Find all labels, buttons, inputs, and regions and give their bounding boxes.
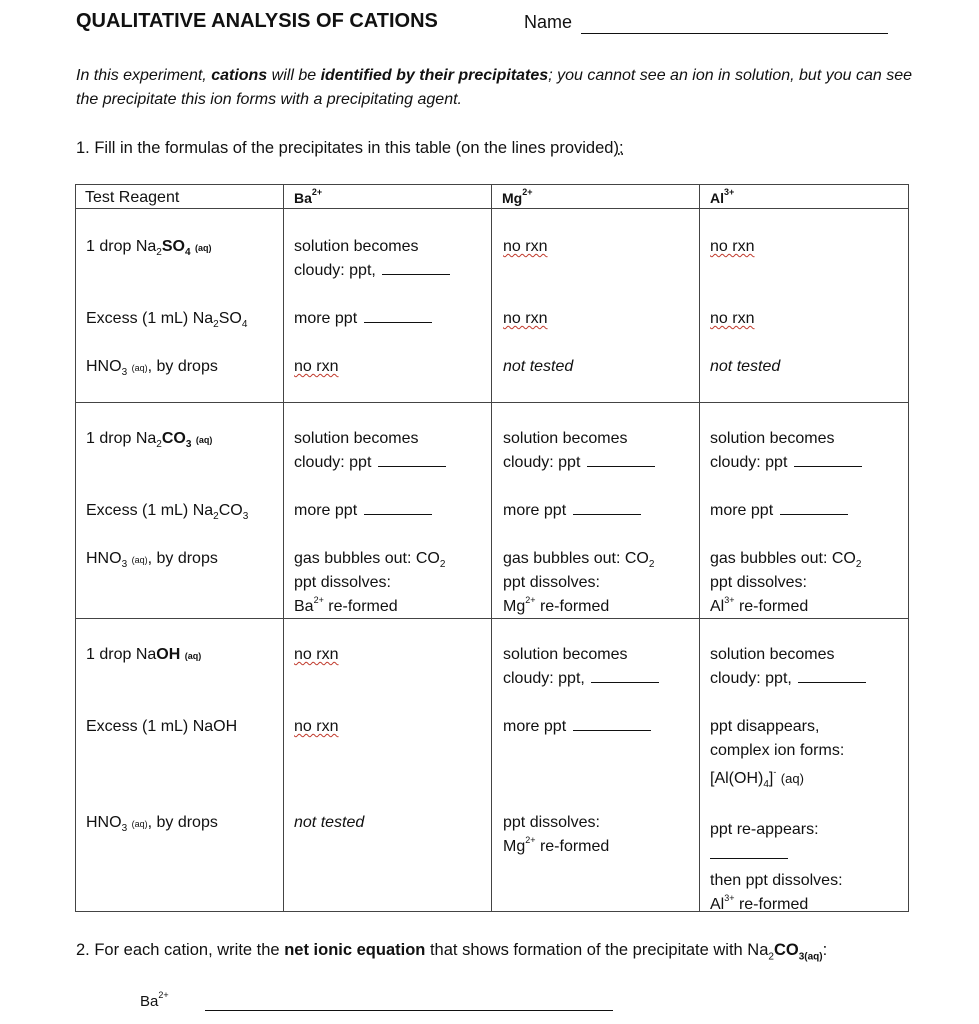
name-label: Name: [524, 12, 573, 32]
reagent-1drop-na2co3: 1 drop $Na_2CO_3$ (aq): [86, 430, 213, 451]
ba-naoh-hno3: not tested: [294, 814, 365, 831]
question-2: 2. For each cation, write the net ionic equation that shows formation of the precipitate with $Na_2CO_{3(aq)}$:: [76, 941, 828, 963]
table-row-divider: [75, 402, 909, 403]
ba-na2co3-excess: more ppt: [294, 499, 432, 523]
reagent-excess-na2so4: Excess (1 mL) $Na_2SO_4$: [86, 310, 248, 331]
name-input-line[interactable]: [581, 33, 888, 34]
answer-blank[interactable]: [573, 730, 651, 731]
reagent-1drop-naoh: 1 drop NaOH (aq): [86, 646, 202, 663]
ba-naoh-drop: no rxn: [294, 646, 339, 663]
ba-equation-label: $Ba^{2+}$: [140, 990, 169, 1010]
header-mg: $Mg^{2+}$: [502, 187, 533, 206]
answer-blank[interactable]: [591, 682, 659, 683]
ba-na2co3-drop: solution becomes cloudy: ppt: [294, 427, 446, 475]
reagent-hno3-2: $HNO_3$ (aq), by drops: [86, 550, 218, 571]
table-col-divider: [699, 184, 700, 912]
mg-naoh-excess: more ppt: [503, 715, 651, 739]
answer-blank[interactable]: [364, 514, 432, 515]
answer-blank[interactable]: [780, 514, 848, 515]
mg-na2co3-drop: solution becomes cloudy: ppt: [503, 427, 655, 475]
reagent-hno3-1: $HNO_3$ (aq), by drops: [86, 358, 218, 379]
ba-na2so4-excess: more ppt: [294, 307, 432, 331]
al-na2so4-hno3: not tested: [710, 358, 781, 375]
page-title: QUALITATIVE ANALYSIS OF CATIONS: [76, 10, 438, 32]
table-row-divider: [75, 208, 909, 209]
reagent-hno3-3: $HNO_3$ (aq), by drops: [86, 814, 218, 835]
al-na2so4-drop: no rxn: [710, 238, 755, 255]
answer-blank[interactable]: [382, 274, 450, 275]
ba-na2so4-hno3: no rxn: [294, 358, 339, 375]
answer-blank[interactable]: [364, 322, 432, 323]
ba-naoh-excess: no rxn: [294, 718, 339, 735]
table-col-divider: [283, 184, 284, 912]
mg-naoh-hno3: ppt dissolves: $Mg^{2+}$ re-formed: [503, 814, 610, 855]
al-na2co3-drop: solution becomes cloudy: ppt: [710, 427, 862, 475]
al-na2co3-excess: more ppt: [710, 499, 848, 523]
header-al: $Al^{3+}$: [710, 187, 735, 206]
mg-na2co3-excess: more ppt: [503, 499, 641, 523]
mg-naoh-drop: solution becomes cloudy: ppt,: [503, 643, 659, 691]
mg-na2so4-hno3: not tested: [503, 358, 574, 375]
al-na2so4-excess: no rxn: [710, 310, 755, 327]
answer-blank[interactable]: [794, 466, 862, 467]
answer-blank[interactable]: [798, 682, 866, 683]
mg-na2so4-drop: no rxn: [503, 238, 548, 255]
answer-blank[interactable]: [710, 858, 788, 859]
ba-equation-line[interactable]: [205, 1010, 613, 1011]
answer-blank[interactable]: [587, 466, 655, 467]
reagent-1drop-na2so4: 1 drop $Na_2SO_4$ (aq): [86, 238, 212, 259]
header-ba: $Ba^{2+}$: [294, 187, 323, 206]
reagent-excess-na2co3: Excess (1 mL) $Na_2CO_3$: [86, 502, 249, 523]
ba-na2co3-hno3: gas bubbles out: $CO_2$ ppt dissolves: $Ba^{2+}$ re-formed: [294, 550, 446, 615]
mg-na2co3-hno3: gas bubbles out: $CO_2$ ppt dissolves: $Mg^{2+}$ re-formed: [503, 550, 655, 615]
al-naoh-drop: solution becomes cloudy: ppt,: [710, 643, 866, 691]
answer-blank[interactable]: [378, 466, 446, 467]
table-col-divider: [491, 184, 492, 912]
al-na2co3-hno3: gas bubbles out: $CO_2$ ppt dissolves: $Al^{3+}$ re-formed: [710, 550, 862, 615]
reagent-excess-naoh: Excess (1 mL) NaOH: [86, 718, 238, 735]
question-1: 1. Fill in the formulas of the precipitates in this table (on the lines provided):: [76, 139, 624, 157]
mg-na2so4-excess: no rxn: [503, 310, 548, 327]
answer-blank[interactable]: [573, 514, 641, 515]
al-naoh-hno3: ppt re-appears: then ppt dissolves: $Al^{3+}$ re-formed: [710, 821, 843, 913]
header-test-reagent: Test Reagent: [85, 189, 180, 206]
intro-paragraph: In this experiment, cations will be identified by their precipitates; you cannot see an ion in solution, but you can see the precipitate this ion forms with a precipitating agent.: [76, 67, 912, 108]
ba-na2so4-drop: solution becomes cloudy: ppt,: [294, 235, 450, 283]
al-naoh-excess: ppt disappears, complex ion forms: $[Al(OH)_4]^-$ (aq): [710, 718, 845, 791]
